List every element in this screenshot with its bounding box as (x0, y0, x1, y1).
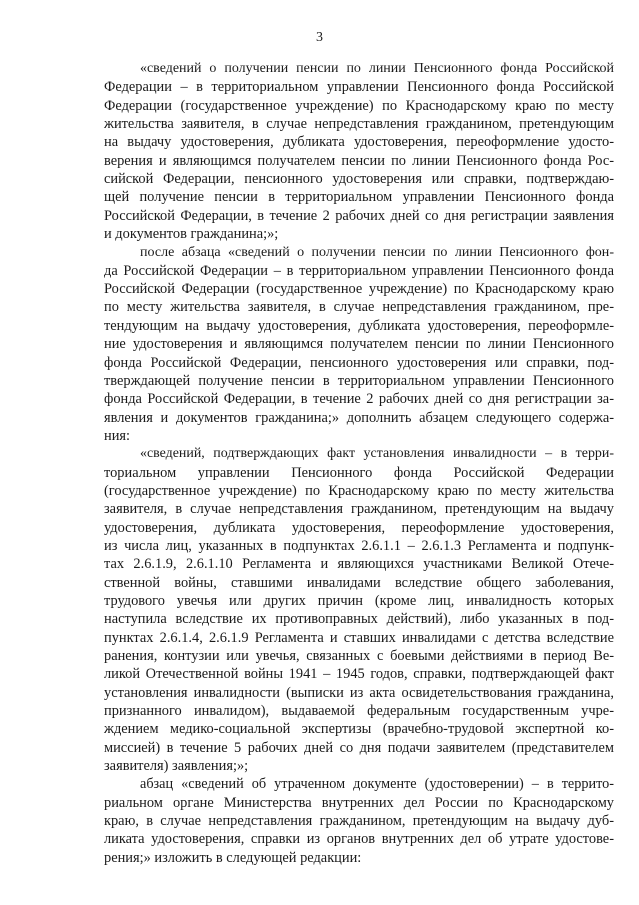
text-line: фонда Российской Федерации, пенсионного удостоверения или справки, под- (104, 354, 614, 371)
text-line: жительства заявителя, в случае непредставления гражданином, претендующим (104, 116, 614, 133)
text-line: риальном органе Министерства внутренних дел России по Краснодарскому (104, 794, 614, 811)
text-line: трудового увечья или других причин (кроме лиц, инвалидность которых (104, 592, 614, 609)
text-line: «сведений, подтверждающих факт установления инвалидности – в терри- (140, 446, 614, 462)
text-line: наступила вследствие их противоправных действий), либо указанных в под- (104, 611, 614, 628)
text-line: Федерации – в территориальном управлении Пенсионного фонда Российской (104, 79, 614, 96)
text-line: фонда Российской Федерации, в течение 2 рабочих дней со дня регистрации за- (104, 391, 614, 408)
text-line: ранения, контузии или увечья, связанных с боевыми действиями в период Ве- (104, 648, 614, 664)
text-line: после абзаца «сведений о получении пенсии по линии Пенсионного фон- (140, 244, 614, 261)
page-number: 3 (316, 30, 323, 45)
text-line: миссией) в течение 5 рабочих дней со дня подачи заявителем (представителем (104, 739, 614, 756)
text-line: из числа лиц, указанных в подпунктах 2.6.1.1 – 2.6.1.3 Регламента и подпунк- (104, 537, 614, 554)
text-line: ждением медико-социальной экспертизы (врачебно-трудовой экспертной ко- (104, 721, 614, 738)
text-line: ния: (104, 427, 131, 444)
text-line: Федерации (государственное учреждение) по Краснодарскому краю по месту (104, 97, 614, 114)
text-line: тендующим на выдачу удостоверения, дубликата удостоверения, переоформле- (104, 317, 614, 334)
paragraph (104, 445, 614, 775)
paragraph (104, 243, 614, 445)
text-line: признанного инвалидом), выдаваемой федеральным государственным учре- (104, 703, 614, 720)
paragraph (104, 60, 614, 243)
text-line: тах 2.6.1.9, 2.6.1.10 Регламента и являющихся участниками Великой Отече- (104, 556, 614, 573)
text-line: пунктах 2.6.1.4, 2.6.1.9 Регламента и ставших инвалидами с детства вследствие (104, 629, 614, 646)
text-line: заявителя, в случае непредставления гражданином, претендующим на выдачу (104, 501, 614, 518)
text-line: абзац «сведений об утраченном документе (удостоверении) – в террито- (140, 776, 614, 793)
text-line: «сведений о получении пенсии по линии Пенсионного фонда Российской (140, 61, 614, 76)
text-line: на выдачу удостоверения, дубликата удостоверения, переоформление удосто- (104, 134, 614, 151)
document-body (104, 60, 614, 867)
text-line: сийской Федерации, пенсионного удостоверения или справки, подтверждаю- (104, 171, 614, 188)
text-line: Российской Федерации, в течение 2 рабочих дней со дня регистрации заявления (104, 207, 614, 224)
text-line: да Российской Федерации – в территориальном управлении Пенсионного фонда (104, 262, 614, 279)
text-line: установления инвалидности (выписки из акта освидетельствования гражданина, (104, 684, 614, 701)
text-line: удостоверения, дубликата удостоверения, переоформление удостоверения, (104, 519, 614, 536)
text-line: краю, в случае непредставления гражданином, претендующим на выдачу дуб- (104, 813, 614, 830)
text-line: рения;» изложить в следующей редакции: (104, 849, 362, 866)
text-line: ние удостоверения и являющимся получателем пенсии по линии Пенсионного (104, 336, 614, 353)
text-line: тверждающей получение пенсии в территориальном управлении Пенсионного (104, 372, 614, 389)
text-line: ликата удостоверения, справки из органов внутренних дел об утрате удостове- (104, 831, 614, 848)
paragraph (104, 775, 614, 867)
text-line: явления и документов гражданина;» дополнить абзацем следующего содержа- (104, 409, 614, 426)
text-line: щей получение пенсии в территориальном управлении Пенсионного фонда (104, 189, 614, 206)
text-line: по месту жительства заявителя, в случае непредставления гражданином, пре- (104, 299, 614, 316)
text-line: (государственное учреждение) по Краснодарскому краю по месту жительства (104, 482, 614, 499)
text-line: ственной войны, ставшими инвалидами вследствие общего заболевания, (104, 574, 614, 591)
text-line: ториальном управлении Пенсионного фонда Российской Федерации (104, 464, 614, 481)
text-line: верения и являющимся получателем пенсии по линии Пенсионного фонда Рос- (104, 152, 614, 169)
text-line: заявителя) заявления;»; (104, 758, 249, 775)
text-line: ликой Отечественной войны 1941 – 1945 годов, справки, подтверждающей факт (104, 666, 614, 683)
text-line: и документов гражданина;»; (104, 226, 279, 243)
text-line: Российской Федерации (государственное учреждение) по Краснодарскому краю (104, 281, 614, 298)
